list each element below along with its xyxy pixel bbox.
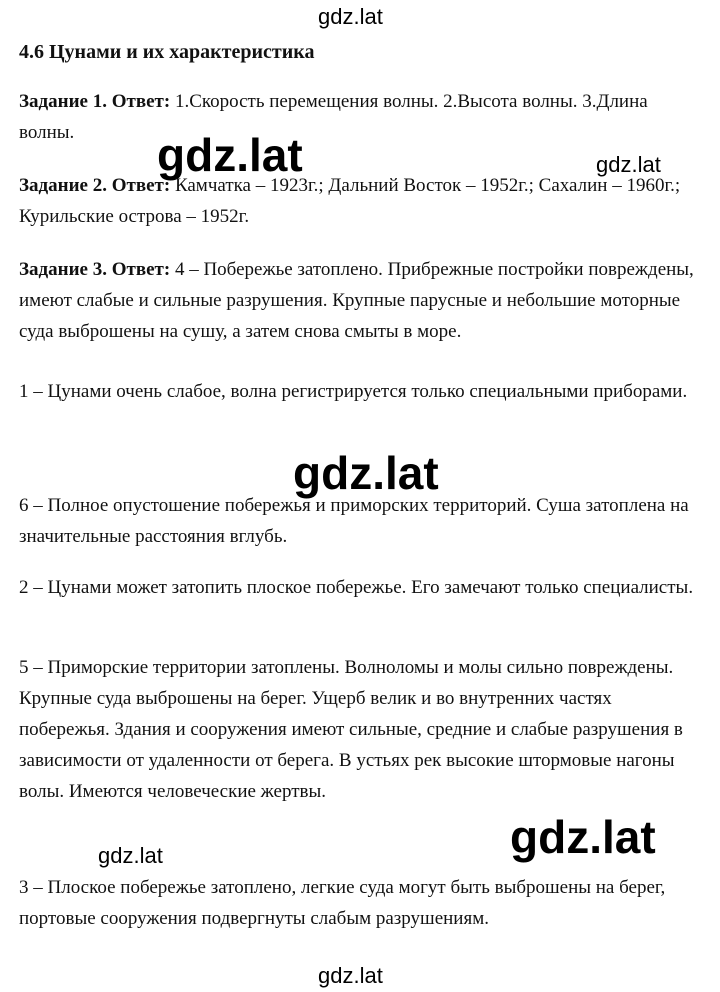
watermark-left: gdz.lat xyxy=(98,843,163,868)
task-3 xyxy=(19,254,699,347)
task-3-label: Задание 3. Ответ: xyxy=(19,259,171,280)
list-item-1: 1 – Цунами очень слабое, волна регистрируется только специальными приборами. xyxy=(19,381,688,402)
watermark-right-1: gdz.lat xyxy=(596,152,661,177)
watermark-large-2: gdz.lat xyxy=(293,447,439,499)
list-item-3: 3 – Плоское побережье затоплено, легкие суда могут быть выброшены на берег, портовые сооружения подвергнуты слабым разрушениям. xyxy=(19,877,666,929)
watermark-large-3: gdz.lat xyxy=(510,811,656,863)
task-3-text: 4 – Побережье затоплено. Прибрежные постройки повреждены, имеют слабые и сильные разрушения. Крупные парусные и небольшие моторные суда выброшены на сушу, а затем снова смыты в море. xyxy=(19,259,694,342)
list-item-6: 6 – Полное опустошение побережья и приморских территорий. Суша затоплена на значительные расстояния вглубь. xyxy=(19,495,689,547)
task-2 xyxy=(19,170,699,232)
task-1 xyxy=(19,86,699,148)
task-2-text: Камчатка – 1923г.; Дальний Восток – 1952г.; Сахалин – 1960г.; Курильские острова – 1952г. xyxy=(19,175,681,227)
watermark-top: gdz.lat xyxy=(318,4,383,29)
section-title: 4.6 Цунами и их характеристика xyxy=(19,41,315,63)
watermark-large-1: gdz.lat xyxy=(157,129,303,181)
task-1-label: Задание 1. Ответ: xyxy=(19,91,171,112)
watermark-bottom: gdz.lat xyxy=(318,963,383,988)
task-2-label: Задание 2. Ответ: xyxy=(19,175,171,196)
list-item-2: 2 – Цунами может затопить плоское побережье. Его замечают только специалисты. xyxy=(19,577,694,598)
task-1-text: 1.Скорость перемещения волны. 2.Высота волны. 3.Длина волны. xyxy=(19,91,648,143)
list-item-5: 5 – Приморские территории затоплены. Волноломы и молы сильно повреждены. Крупные суда выброшены на берег. Ущерб велик и во внутренних частях побережья. Здания и сооружения имеют сильные, средние и слабые разрушения в зависимости от удаленности от берега. В устьях рек высокие штормовые нагоны волы. Имеются человеческие жертвы. xyxy=(19,657,683,802)
